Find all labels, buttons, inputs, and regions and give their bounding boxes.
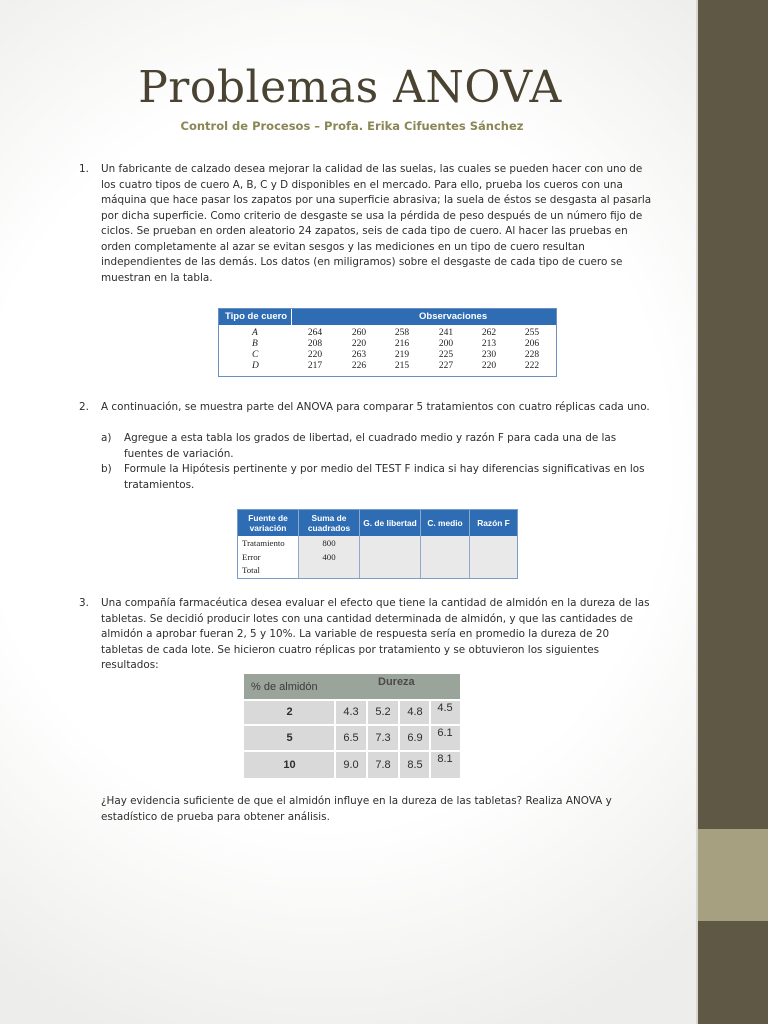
header-cell: G. de libertad [363, 518, 417, 528]
row-label: D [252, 361, 259, 371]
problem-2b-text: Formule la Hipótesis pertinente y por medio del TEST F indica si hay diferencias significativas en los tratamientos. [124, 463, 645, 491]
table-cell: 220 [307, 350, 323, 360]
table-header [219, 309, 556, 325]
table-cell: 4.5 [437, 702, 453, 714]
table-cell: 800 [322, 538, 336, 548]
row-label: B [252, 339, 258, 349]
header-cell: Suma de cuadrados [307, 513, 351, 533]
row-label: 5 [286, 732, 293, 744]
table-cell: 208 [307, 339, 323, 349]
table-cell: 5.2 [375, 706, 391, 718]
table-header [244, 674, 460, 699]
table-cell: 227 [438, 361, 454, 371]
table-cell: 264 [307, 328, 323, 338]
table-row [219, 350, 556, 361]
table-cell: 219 [394, 350, 410, 360]
table-header [238, 510, 517, 536]
row-label: Error [242, 552, 261, 562]
header-cell: C. medio [427, 518, 463, 528]
row-label: 2 [286, 706, 293, 718]
table-cell: 7.3 [375, 732, 391, 744]
table-row [219, 328, 556, 339]
problem-2a-label: a) [101, 432, 112, 444]
problem-1-number: 1. [79, 163, 89, 175]
table-cell: 220 [351, 339, 367, 349]
table-cell: 4.8 [407, 706, 423, 718]
table-cell: 262 [481, 328, 497, 338]
table-row [219, 339, 556, 350]
row-label: Total [242, 565, 260, 575]
problem-3-number: 3. [79, 597, 89, 609]
table-cell: 206 [524, 339, 540, 349]
problem-2a-text: Agregue a esta tabla los grados de libertad, el cuadrado medio y razón F para cada una de las fuentes de variación. [124, 432, 617, 460]
table-cell: 217 [307, 361, 323, 371]
table-cell: 400 [322, 552, 336, 562]
table-cell: 220 [481, 361, 497, 371]
row-label: Tratamiento [242, 538, 285, 548]
row-label: 10 [283, 759, 296, 771]
sidebar-accent-block [698, 829, 768, 921]
starch-hardness-table [244, 674, 460, 778]
problem-1-text: Un fabricante de calzado desea mejorar la calidad de las suelas, las cuales se pueden hacer con uno de los cuatro tipos de cuero A, B, C y D disponibles en el mercado. Para ello, prueba los cueros con una máquina que hace pasar los zapatos por una superficie abrasiva; la suela de éstos se desgasta al pasarla por dicha superficie. Como criterio de desgaste se usa la pérdida de peso después de un número fijo de ciclos. Se prueban en orden aleatorio 24 zapatos, seis de cada tipo de cuero. Al hacer las pruebas en orden completamente al azar se evitan sesgos y las mediciones en un tipo de cuero resultan independientes de las demás. Los datos (en miligramos) sobre el desgaste de cada tipo de cuero se muestran en la tabla. [101, 163, 652, 284]
header-cell: Observaciones [419, 311, 488, 322]
header-cell: Fuente de variación [248, 513, 288, 533]
page-title: Problemas ANOVA [138, 62, 562, 113]
table-cell: 213 [481, 339, 497, 349]
problem-2-text: A continuación, se muestra parte del ANOVA para comparar 5 tratamientos con cuatro réplicas cada uno. [101, 401, 650, 413]
anova-partial-table [237, 509, 518, 579]
header-cell: % de almidón [251, 681, 318, 693]
table-cell: 228 [524, 350, 540, 360]
table-cell: 6.9 [407, 732, 423, 744]
leather-wear-table [218, 308, 557, 377]
table-cell: 258 [394, 328, 410, 338]
problem-3-text: Una compañía farmacéutica desea evaluar el efecto que tiene la cantidad de almidón en la dureza de las tabletas. Se decidió producir lotes con una cantidad determinada de almidón, y que las cantidades de almidón a aprobar fueran 2, 5 y 10%. La variable de respuesta sería en promedio la dureza de 20 tabletas de cada lote. Se hicieron cuatro réplicas por tratamiento y se obtuvieron los siguientes resultados: [101, 597, 650, 671]
table-cell: 6.5 [343, 732, 359, 744]
table-cell: 6.1 [437, 727, 453, 739]
header-cell: Razón F [477, 518, 510, 528]
table-cell: 4.3 [343, 706, 359, 718]
table-cell: 230 [481, 350, 497, 360]
row-label: A [252, 328, 258, 338]
table-cell: 7.8 [375, 759, 391, 771]
table-cell: 200 [438, 339, 454, 349]
table-cell: 222 [524, 361, 540, 371]
table-cell: 241 [438, 328, 454, 338]
table-cell: 215 [394, 361, 410, 371]
problem-3-question: ¿Hay evidencia suficiente de que el almidón influye en la dureza de las tabletas? Realiza ANOVA y estadístico de prueba para obtener análisis. [101, 795, 612, 823]
table-cell: 216 [394, 339, 410, 349]
row-label: C [252, 350, 259, 360]
table-cell: 9.0 [343, 759, 359, 771]
header-cell: Tipo de cuero [225, 311, 288, 322]
page-subtitle: Control de Procesos – Profa. Erika Cifuentes Sánchez [180, 119, 524, 133]
table-row [219, 361, 556, 372]
table-cell: 225 [438, 350, 454, 360]
problem-2-number: 2. [79, 401, 89, 413]
table-cell: 260 [351, 328, 367, 338]
header-cell: Dureza [378, 676, 415, 688]
problem-2b-label: b) [101, 463, 112, 475]
table-cell: 255 [524, 328, 540, 338]
table-cell: 226 [351, 361, 367, 371]
table-cell: 8.1 [437, 753, 453, 765]
table-cell: 263 [351, 350, 367, 360]
table-cell: 8.5 [407, 759, 423, 771]
